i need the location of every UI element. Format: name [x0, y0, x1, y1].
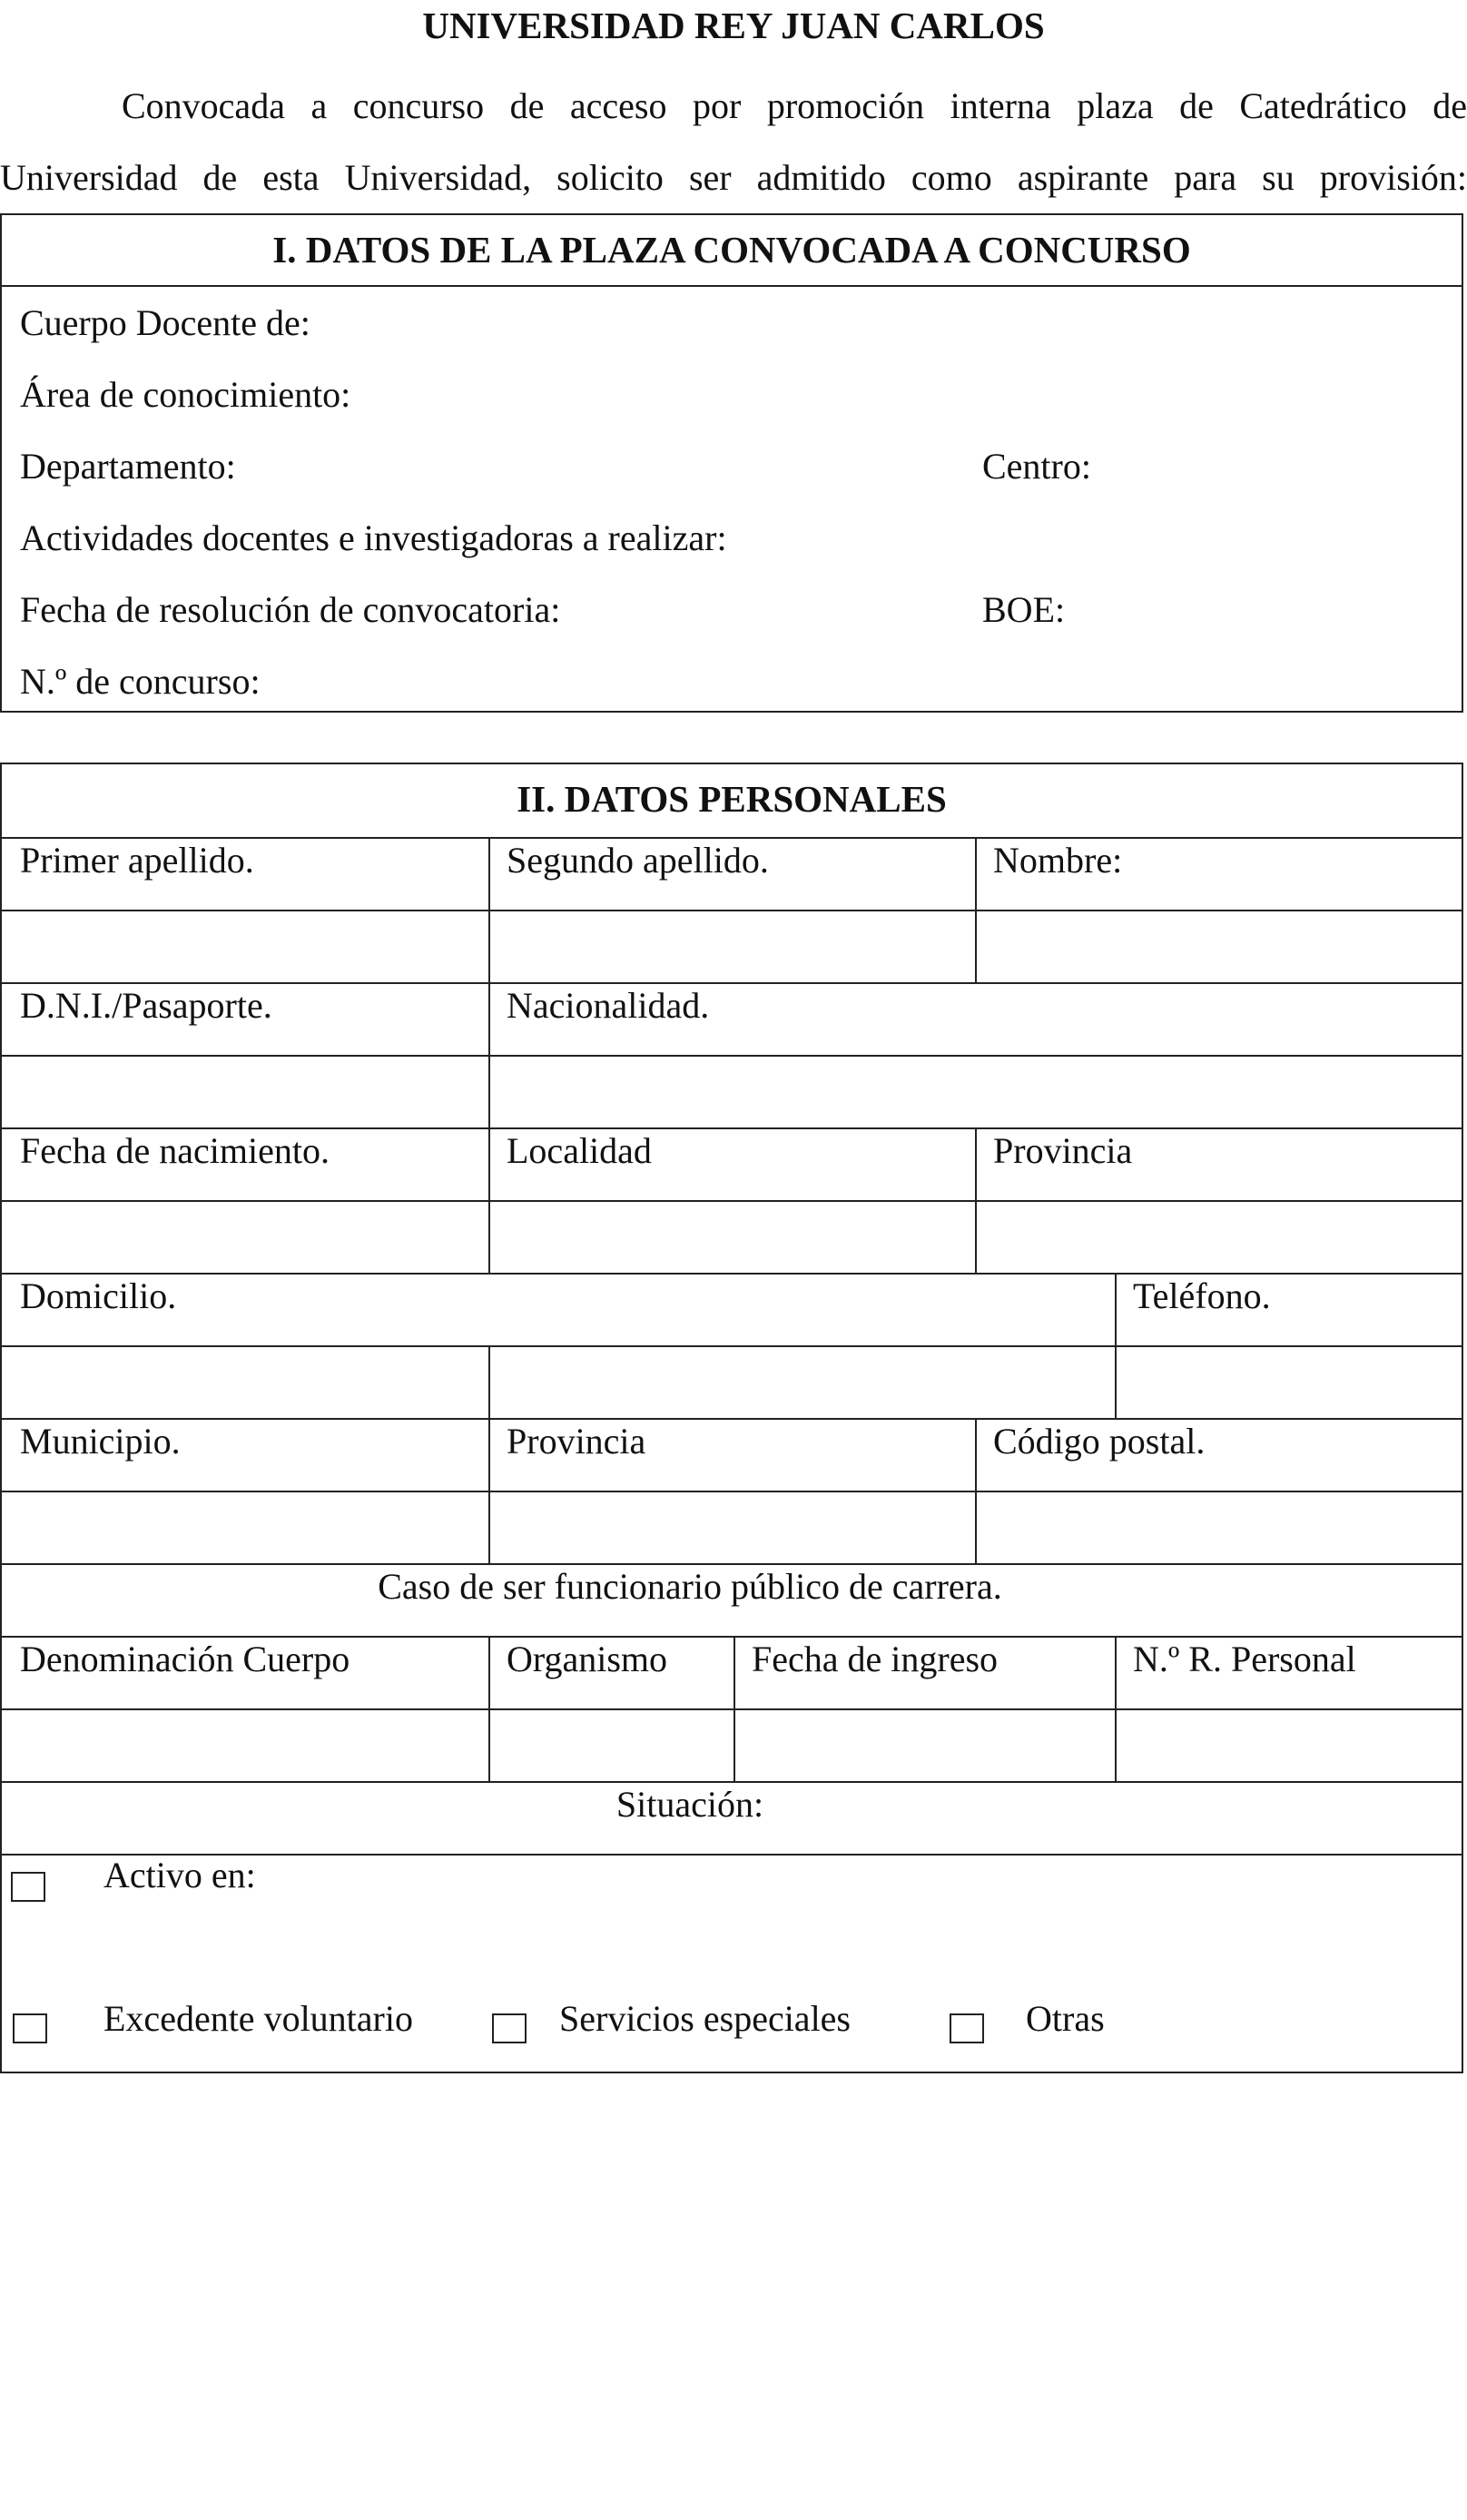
- divider: [488, 1636, 490, 1781]
- fecha-nacimiento-label: Fecha de nacimiento.: [20, 1130, 330, 1171]
- divider: [2, 1418, 1462, 1420]
- num-concurso-label: N.º de concurso:: [20, 661, 261, 702]
- divider: [2, 1636, 1462, 1638]
- servicios-especiales-label: Servicios especiales: [559, 1998, 851, 2039]
- divider: [2, 1055, 1462, 1057]
- centro-label: Centro:: [982, 446, 1091, 487]
- telefono-label: Teléfono.: [1133, 1275, 1271, 1316]
- row-departamento: [2, 430, 1462, 502]
- domicilio-label: Domicilio.: [20, 1275, 177, 1316]
- divider: [2, 1563, 1462, 1565]
- provincia-label: Provincia: [507, 1421, 646, 1462]
- otras-checkbox[interactable]: [950, 2013, 984, 2043]
- divider: [488, 982, 490, 1127]
- funcionario-heading: Caso de ser funcionario público de carrera.: [378, 1566, 1002, 1607]
- divider: [2, 1127, 1462, 1129]
- divider: [2, 1200, 1462, 1202]
- cuerpo-docente-label: Cuerpo Docente de:: [20, 302, 310, 343]
- divider: [488, 1127, 490, 1273]
- excedente-label: Excedente voluntario: [103, 1998, 413, 2039]
- actividades-label: Actividades docentes e investigadoras a realizar:: [20, 517, 727, 558]
- divider: [734, 1636, 735, 1781]
- divider: [2, 1345, 1462, 1347]
- row-cuerpo-docente: [2, 287, 1462, 359]
- nombre-label: Nombre:: [993, 840, 1123, 881]
- divider: [2, 1708, 1462, 1710]
- situacion-heading: Situación:: [615, 1784, 764, 1825]
- divider: [1115, 1636, 1117, 1781]
- municipio-label: Municipio.: [20, 1421, 181, 1462]
- provincia-nacimiento-label: Provincia: [993, 1130, 1133, 1171]
- divider: [2, 1491, 1462, 1492]
- nrp-label: N.º R. Personal: [1133, 1639, 1356, 1679]
- divider: [488, 1345, 490, 1418]
- area-label: Área de conocimiento:: [20, 374, 351, 415]
- localidad-label: Localidad: [507, 1130, 652, 1171]
- divider: [2, 982, 1462, 984]
- codigo-postal-label: Código postal.: [993, 1421, 1206, 1462]
- document-title: UNIVERSIDAD REY JUAN CARLOS: [422, 5, 1045, 46]
- organismo-label: Organismo: [507, 1639, 668, 1679]
- segundo-apellido-label: Segundo apellido.: [507, 840, 769, 881]
- boe-label: BOE:: [982, 589, 1066, 630]
- primer-apellido-label: Primer apellido.: [20, 840, 254, 881]
- departamento-label: Departamento:: [20, 446, 236, 487]
- divider: [2, 837, 1462, 839]
- section-plaza-title: I. DATOS DE LA PLAZA CONVOCADA A CONCURSO: [2, 215, 1462, 287]
- row-area: [2, 359, 1462, 430]
- row-fecha-resolucion: [2, 574, 1462, 645]
- divider: [2, 1781, 1462, 1783]
- section-datos-personales: [0, 763, 1463, 2073]
- fecha-ingreso-label: Fecha de ingreso: [752, 1639, 999, 1679]
- divider: [975, 1127, 977, 1273]
- divider: [488, 837, 490, 982]
- intro-paragraph: Convocada a concurso de acceso por promoción interna plaza de Catedrático de Universidad de esta Universidad, solicito ser admitido como aspirante para su provisión:: [0, 85, 1467, 198]
- row-actividades: [2, 502, 1462, 574]
- excedente-checkbox[interactable]: [13, 2013, 47, 2043]
- divider: [2, 910, 1462, 911]
- activo-checkbox[interactable]: [11, 1872, 45, 1902]
- row-num-concurso: [2, 645, 1462, 717]
- divider: [1115, 1273, 1117, 1418]
- divider: [975, 1418, 977, 1563]
- divider: [2, 1273, 1462, 1275]
- divider: [488, 1418, 490, 1563]
- activo-label: Activo en:: [103, 1855, 256, 1895]
- section-personales-title: II. DATOS PERSONALES: [517, 778, 947, 820]
- dni-label: D.N.I./Pasaporte.: [20, 985, 272, 1026]
- servicios-especiales-checkbox[interactable]: [492, 2013, 527, 2043]
- section-plaza: [0, 213, 1463, 713]
- nacionalidad-label: Nacionalidad.: [507, 985, 710, 1026]
- divider: [975, 837, 977, 982]
- denominacion-cuerpo-label: Denominación Cuerpo: [20, 1639, 350, 1679]
- otras-label: Otras: [1026, 1998, 1105, 2039]
- fecha-resolucion-label: Fecha de resolución de convocatoria:: [20, 589, 561, 630]
